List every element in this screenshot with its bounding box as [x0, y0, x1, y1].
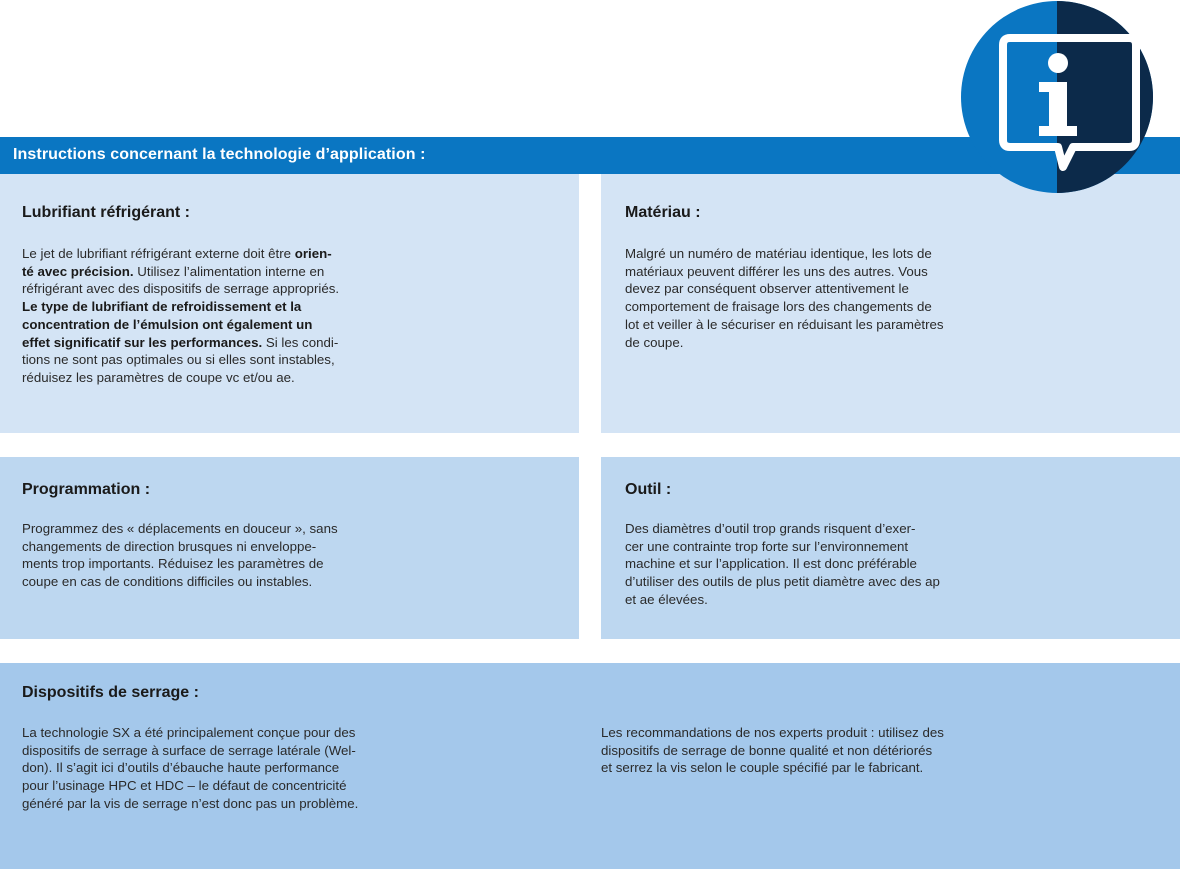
- body-line: dispositifs de serrage de bonne qualité et non détériorés: [601, 742, 933, 758]
- info-speech-bubble-icon: [961, 0, 1153, 194]
- body-line: [22, 351, 339, 369]
- panel-title-serrage: Dispositifs de serrage :: [22, 684, 199, 701]
- text-run: réduisez les paramètres de coupe vc et/ou ae.: [22, 369, 295, 385]
- bold-text: effet significatif sur les performances.: [22, 334, 263, 350]
- bold-text: Le type de lubrifiant de refroidissement et la: [22, 299, 302, 315]
- body-line: cer une contrainte trop forte sur l’environnement: [625, 538, 909, 554]
- panel-programmation: [0, 457, 579, 639]
- panel-body-outil: [625, 520, 940, 609]
- text-run: Si les condi-: [262, 334, 339, 350]
- panel-body-materiau: [625, 245, 944, 351]
- body-line: [22, 369, 339, 387]
- body-line: [22, 245, 339, 263]
- body-line: généré par la vis de serrage n’est donc pas un problème.: [22, 795, 359, 811]
- body-line: Programmez des « déplacements en douceur », sans: [22, 521, 338, 536]
- panel-lubrifiant: [0, 174, 579, 433]
- body-line: pour l’usinage HPC et HDC – le défaut de concentricité: [22, 778, 347, 794]
- panel-body-programmation: [22, 520, 338, 591]
- panel-body-serrage-right: [601, 724, 944, 777]
- body-line: Les recommandations de nos experts produit : utilisez des: [601, 725, 944, 740]
- panel-title-lubrifiant: Lubrifiant réfrigérant :: [22, 204, 191, 221]
- bold-text: té avec précision.: [22, 263, 134, 279]
- body-line: coupe en cas de conditions difficiles ou instables.: [22, 574, 313, 590]
- body-line: Des diamètres d’outil trop grands risquent d’exer-: [625, 521, 916, 536]
- body-line: don). Il s’agit ici d’outils d’ébauche haute performance: [22, 760, 340, 776]
- info-dot: [1048, 53, 1068, 73]
- body-line: devez par conséquent observer attentivement le: [625, 281, 909, 297]
- panel-materiau: [601, 174, 1180, 433]
- body-line: machine et sur l’application. Il est donc préférable: [625, 556, 917, 572]
- body-line: [22, 316, 339, 334]
- body-line: [22, 280, 339, 298]
- body-line: matériaux peuvent différer les uns des autres. Vous: [625, 263, 928, 279]
- body-line: d’utiliser des outils de plus petit diamètre avec des ap: [625, 574, 940, 590]
- body-line: ments trop importants. Réduisez les paramètres de: [22, 556, 324, 572]
- bold-text: concentration de l’émulsion ont également un: [22, 316, 313, 332]
- text-run: Le jet de lubrifiant réfrigérant externe doit être: [22, 246, 295, 261]
- panel-body-serrage-left: [22, 724, 358, 813]
- body-line: [22, 263, 339, 281]
- body-line: et ae élevées.: [625, 591, 708, 607]
- body-line: de coupe.: [625, 334, 684, 350]
- panel-outil: [601, 457, 1180, 639]
- body-line: [22, 334, 339, 352]
- panel-serrage: [0, 663, 1180, 869]
- panel-title-materiau: Matériau :: [625, 204, 701, 221]
- body-line: comportement de fraisage lors des changements de: [625, 299, 932, 315]
- panel-title-programmation: Programmation :: [22, 481, 151, 498]
- panel-body-lubrifiant: [22, 245, 339, 387]
- bold-text: orien-: [294, 246, 332, 261]
- panel-title-outil: Outil :: [625, 481, 672, 498]
- body-line: [22, 298, 339, 316]
- text-run: tions ne sont pas optimales ou si elles sont instables,: [22, 352, 335, 368]
- body-line: Malgré un numéro de matériau identique, les lots de: [625, 246, 932, 261]
- text-run: réfrigérant avec des dispositifs de serrage appropriés.: [22, 281, 340, 297]
- body-line: La technologie SX a été principalement conçue pour des: [22, 725, 356, 740]
- text-run: Utilisez l’alimentation interne en: [133, 263, 325, 279]
- body-line: lot et veiller à le sécuriser en réduisant les paramètres: [625, 316, 944, 332]
- body-line: changements de direction brusques ni enveloppe-: [22, 538, 317, 554]
- page-title: Instructions concernant la technologie d’application :: [13, 146, 426, 163]
- body-line: et serrez la vis selon le couple spécifié par le fabricant.: [601, 760, 924, 776]
- body-line: dispositifs de serrage à surface de serrage latérale (Wel-: [22, 742, 356, 758]
